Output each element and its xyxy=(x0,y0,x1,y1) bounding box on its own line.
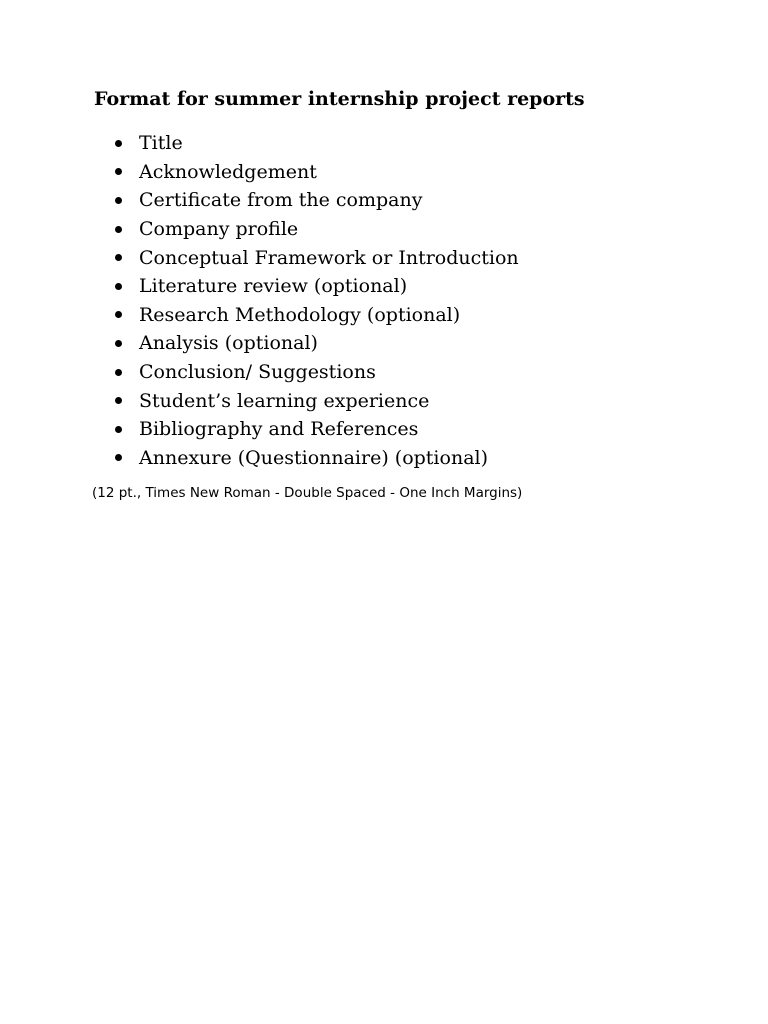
list-item xyxy=(115,186,519,215)
list-item-text: Student’s learning experience xyxy=(139,389,430,412)
list-item xyxy=(115,358,519,387)
list-item-text: Annexure (Questionnaire) (optional) xyxy=(139,446,489,469)
list-item-text: Bibliography and References xyxy=(139,418,419,441)
bullet-icon xyxy=(115,254,122,261)
bullet-icon xyxy=(115,311,122,318)
bullet-icon xyxy=(115,226,122,233)
list-item xyxy=(115,386,519,415)
list-item-text: Title xyxy=(139,132,183,155)
bullet-icon xyxy=(115,454,122,461)
list-item xyxy=(115,243,519,272)
list-item-text: Literature review (optional) xyxy=(139,275,408,298)
bullet-icon xyxy=(115,168,122,175)
list-item-text: Certificate from the company xyxy=(139,189,423,212)
bullet-icon xyxy=(115,369,122,376)
list-item xyxy=(115,129,519,158)
bullet-icon xyxy=(115,397,122,404)
list-item-text: Analysis (optional) xyxy=(139,332,318,355)
list-item-text: Conceptual Framework or Introduction xyxy=(139,246,519,269)
list-item-text: Acknowledgement xyxy=(139,160,317,183)
list-item xyxy=(115,415,519,444)
list-item xyxy=(115,272,519,301)
bullet-icon xyxy=(115,140,122,147)
bullet-icon xyxy=(115,197,122,204)
list-item xyxy=(115,158,519,187)
page-title: Format for summer internship project reports xyxy=(94,88,585,110)
list-item-text: Company profile xyxy=(139,218,299,241)
format-note: (12 pt., Times New Roman - Double Spaced - One Inch Margins) xyxy=(92,485,523,501)
list-item xyxy=(115,329,519,358)
list-item-text: Conclusion/ Suggestions xyxy=(139,361,376,384)
bullet-icon xyxy=(115,426,122,433)
bullet-icon xyxy=(115,340,122,347)
bullet-icon xyxy=(115,283,122,290)
list-item xyxy=(115,215,519,244)
list-item-text: Research Methodology (optional) xyxy=(139,303,461,326)
report-sections-list xyxy=(115,129,519,472)
list-item xyxy=(115,444,519,473)
list-item xyxy=(115,301,519,330)
